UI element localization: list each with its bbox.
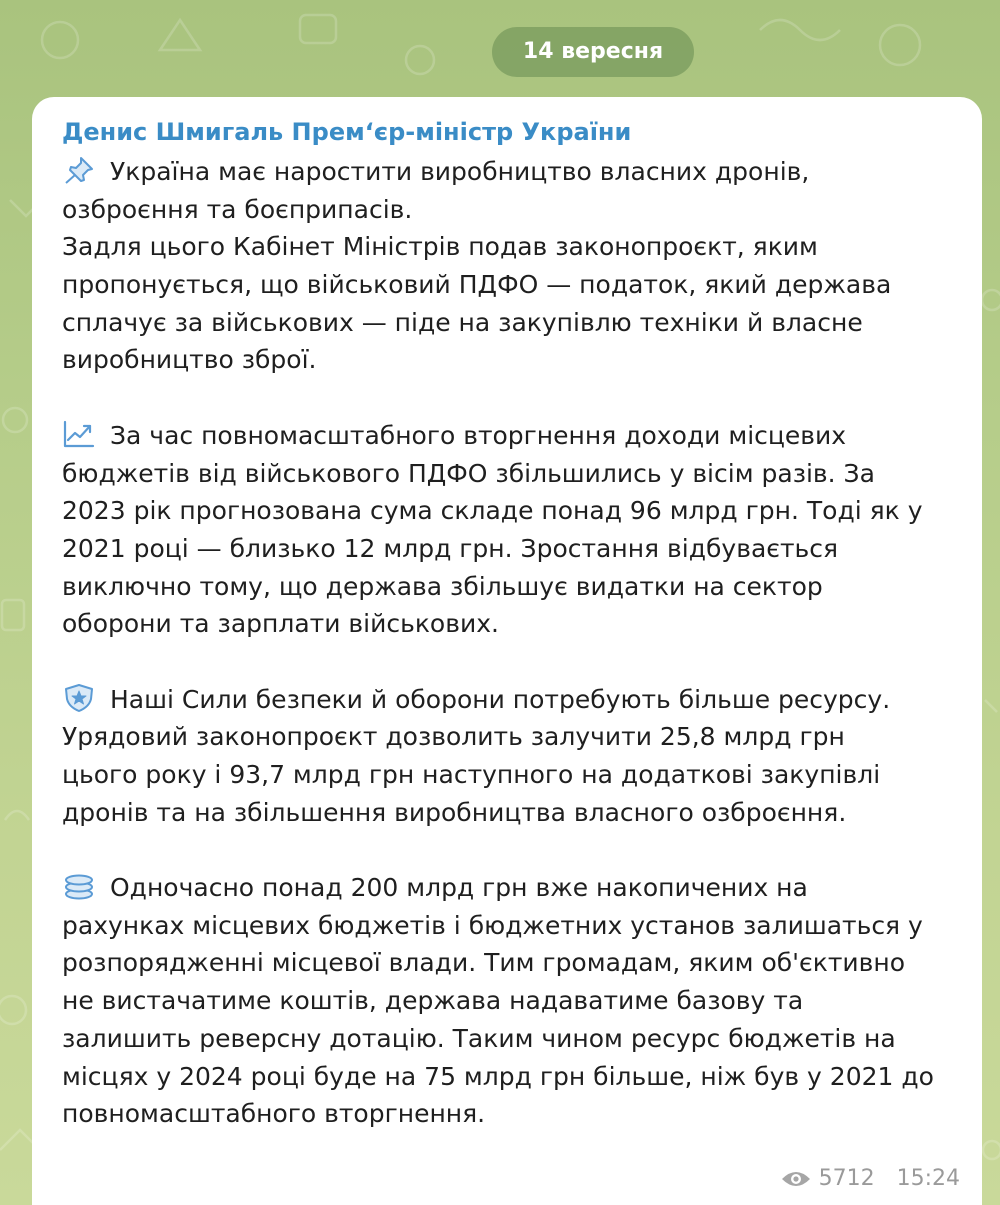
paragraph-gap xyxy=(62,643,962,681)
view-count: 5712 xyxy=(818,1166,875,1191)
text-line: За час повномасштабного вторгнення доходи місцевих xyxy=(62,417,962,455)
text-line: озброєння та боєприпасів. xyxy=(62,194,413,224)
text-line: Наші Сили безпеки й оборони потребують більше ресурсу. xyxy=(62,681,962,719)
text-line: розпорядженні місцевої влади. Тим громадам, яким об'єктивно xyxy=(62,948,906,978)
message-bubble[interactable] xyxy=(32,97,982,1205)
text-line: рахунках місцевих бюджетів і бюджетних установ залишаться у xyxy=(62,910,923,940)
text-line: оборони та зарплати військових. xyxy=(62,609,499,639)
text-line: дронів та на збільшення виробництва власного озброєння. xyxy=(62,797,847,827)
message-time: 15:24 xyxy=(896,1166,960,1191)
text-line: Україна має наростити виробництво власних дронів, xyxy=(62,153,962,191)
text-line: цього року і 93,7 млрд грн наступного на додаткові закупівлі xyxy=(62,760,881,789)
chart-increasing-icon xyxy=(62,419,96,449)
text-line: виключно тому, що держава збільшує видатки на сектор xyxy=(62,571,823,601)
message-text xyxy=(62,153,962,1133)
text-line: Задля цього Кабінет Міністрів подав законопроєкт, яким xyxy=(62,232,818,262)
coin-stack-icon xyxy=(62,871,96,901)
text-line: Урядовий законопроєкт дозволить залучити 25,8 млрд грн xyxy=(62,722,845,752)
date-separator[interactable]: 14 вересня xyxy=(492,27,694,77)
text-line: 2023 рік прогнозована сума складе понад 96 млрд грн. Тоді як у xyxy=(62,496,923,526)
message-meta xyxy=(781,1166,960,1191)
text-line: не вистачатиме коштів, держава надаватиме базову та xyxy=(62,986,804,1016)
text-line: місцях у 2024 році буде на 75 млрд грн більше, ніж був у 2021 до xyxy=(62,1061,934,1091)
pushpin-icon xyxy=(62,155,96,185)
sender-name[interactable]: Денис Шмигаль Прем‘єр-міністр України xyxy=(62,118,632,146)
paragraph-gap xyxy=(62,379,962,417)
text-line: Одночасно понад 200 млрд грн вже накопичених на xyxy=(62,869,962,907)
text-line: залишить реверсну дотацію. Таким чином ресурс бюджетів на xyxy=(62,1023,896,1053)
text-line: 2021 році — близько 12 млрд грн. Зростання відбувається xyxy=(62,533,839,563)
text-line: повномасштабного вторгнення. xyxy=(62,1099,486,1129)
paragraph-gap xyxy=(62,831,962,869)
text-line: сплачує за військових — піде на закупівлю техніки й власне xyxy=(62,307,863,337)
text-line: бюджетів від військового ПДФО збільшились у вісім разів. За xyxy=(62,458,875,488)
text-line: виробництво зброї. xyxy=(62,345,317,375)
text-line: пропонується, що військовий ПДФО — податок, який держава xyxy=(62,270,892,300)
shield-star-icon xyxy=(62,683,96,713)
eye-icon xyxy=(781,1169,811,1189)
